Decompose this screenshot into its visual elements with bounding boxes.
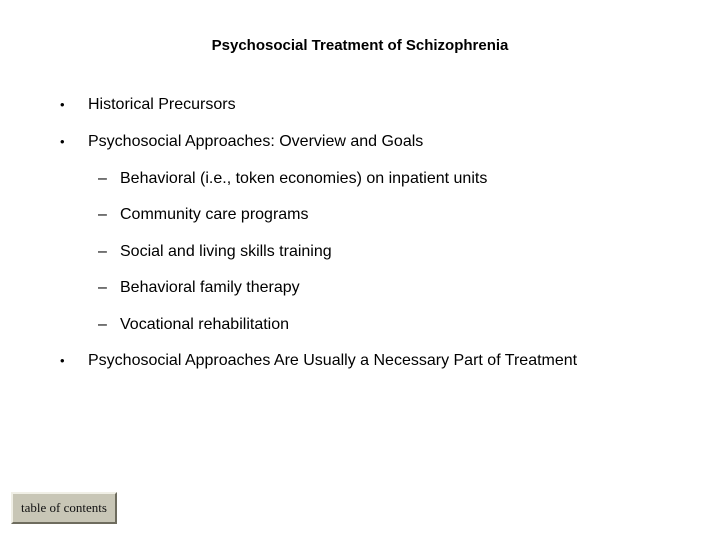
sub-bullet-marker: – <box>98 243 107 260</box>
bullet-historical-precursors: Historical Precursors <box>88 96 236 113</box>
sub-bullet-marker: – <box>98 170 107 187</box>
bullet-marker: • <box>60 353 65 368</box>
sub-bullet-community-care: Community care programs <box>120 206 309 223</box>
sub-bullet-behavioral-inpatient: Behavioral (i.e., token economies) on inpatient units <box>120 170 488 187</box>
sub-bullet-vocational: Vocational rehabilitation <box>120 316 290 333</box>
bullet-marker: • <box>60 134 65 149</box>
table-of-contents-button[interactable]: table of contents <box>11 492 117 524</box>
slide-title: Psychosocial Treatment of Schizophrenia <box>211 37 509 54</box>
bullet-marker: • <box>60 97 65 112</box>
sub-bullet-living-skills: Social and living skills training <box>120 243 332 260</box>
sub-bullet-marker: – <box>98 316 107 333</box>
sub-bullet-marker: – <box>98 279 107 296</box>
bullet-overview-and-goals: Psychosocial Approaches: Overview and Goals <box>88 133 424 150</box>
sub-bullet-family-therapy: Behavioral family therapy <box>120 279 300 296</box>
sub-bullet-marker: – <box>98 206 107 223</box>
bullet-necessary-part: Psychosocial Approaches Are Usually a Necessary Part of Treatment <box>88 352 578 369</box>
